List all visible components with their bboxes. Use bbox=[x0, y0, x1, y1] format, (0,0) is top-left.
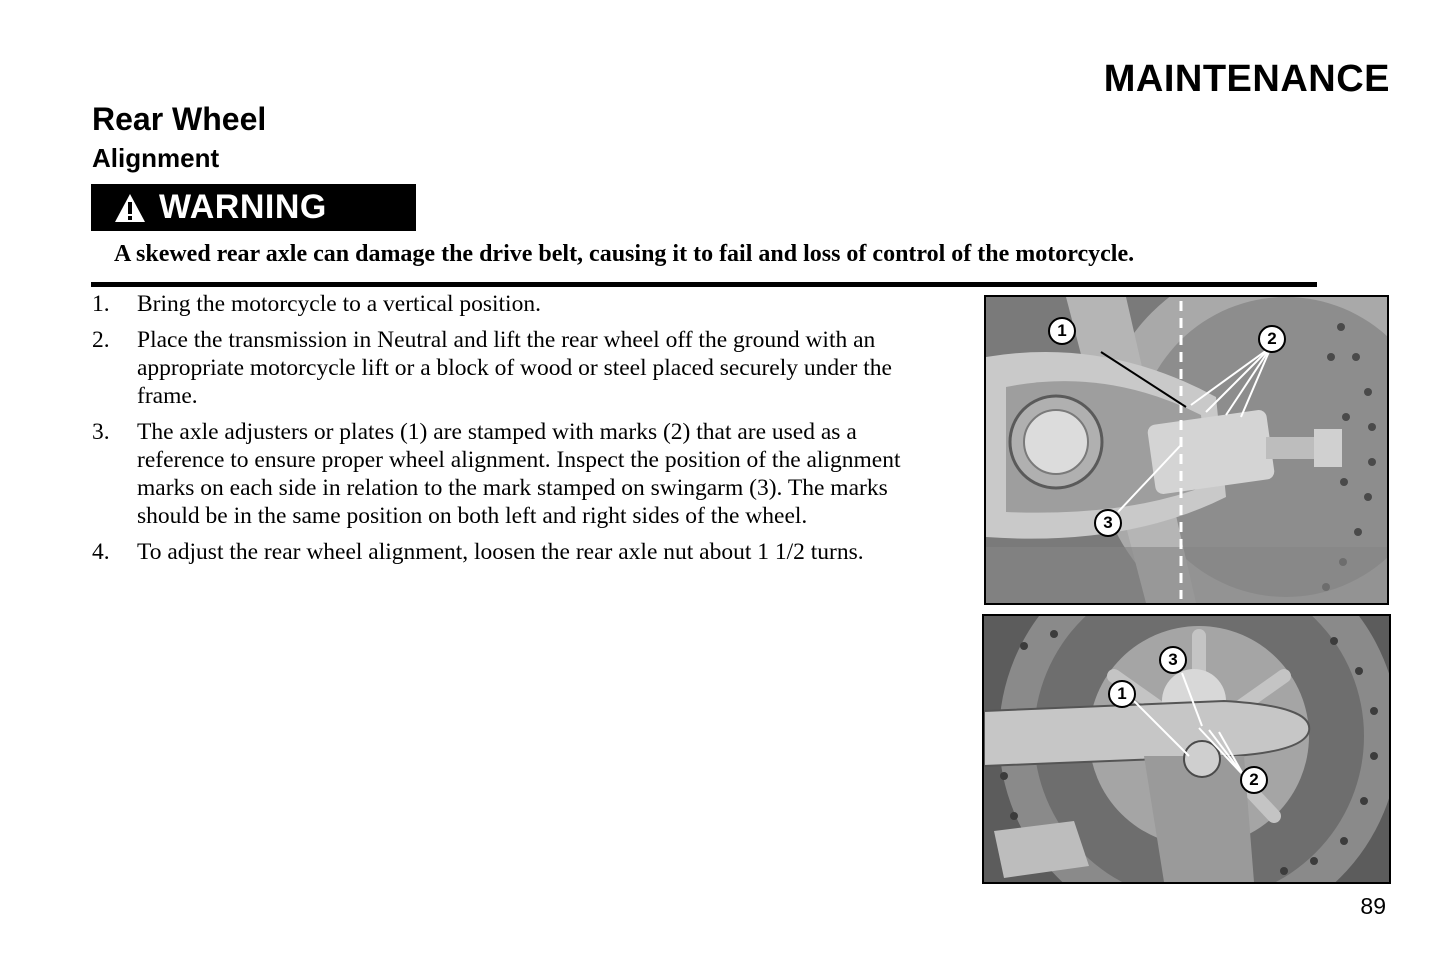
page-subtitle: Alignment bbox=[92, 143, 220, 173]
warning-text: A skewed rear axle can damage the drive belt, causing it to fail and loss of control of the motorcycle. bbox=[114, 241, 1135, 267]
callout-2: 2 bbox=[1240, 766, 1268, 794]
callout-2: 2 bbox=[1258, 325, 1286, 353]
step-number: 1. bbox=[92, 291, 110, 317]
page-title: Rear Wheel bbox=[92, 101, 267, 137]
callout-3: 3 bbox=[1094, 509, 1122, 537]
warning-divider bbox=[91, 282, 1317, 287]
axle-adjuster-photo bbox=[984, 295, 1389, 605]
rear-wheel-photo bbox=[982, 614, 1391, 884]
list-item bbox=[92, 538, 932, 566]
step-number: 3. bbox=[92, 419, 110, 445]
list-item bbox=[92, 418, 932, 530]
section-header: MAINTENANCE bbox=[1103, 58, 1390, 100]
warning-triangle-icon bbox=[113, 191, 147, 225]
callout-3: 3 bbox=[1159, 646, 1187, 674]
step-text: Place the transmission in Neutral and lift the rear wheel off the ground with an appropriate motorcycle lift or a block of wood or steel placed securely under the frame. bbox=[137, 327, 892, 409]
step-number: 2. bbox=[92, 327, 110, 353]
warning-label: WARNING bbox=[159, 188, 327, 226]
step-text: The axle adjusters or plates (1) are stamped with marks (2) that are used as a reference to ensure proper wheel alignment. Inspect the position of the alignment marks on each side in relation to the mark stamped on swingarm (3). The marks should be in the same position on both left and right sides of the wheel. bbox=[137, 419, 901, 529]
step-number: 4. bbox=[92, 539, 110, 565]
step-text: Bring the motorcycle to a vertical position. bbox=[137, 291, 541, 317]
axle-adjuster-illustration bbox=[986, 297, 1387, 603]
list-item bbox=[92, 290, 932, 318]
callout-1: 1 bbox=[1108, 680, 1136, 708]
page-number: 89 bbox=[1360, 893, 1386, 919]
step-list bbox=[92, 290, 932, 574]
warning-banner bbox=[91, 184, 416, 231]
list-item bbox=[92, 326, 932, 410]
step-text: To adjust the rear wheel alignment, loosen the rear axle nut about 1 1/2 turns. bbox=[137, 539, 864, 565]
callout-1: 1 bbox=[1048, 317, 1076, 345]
